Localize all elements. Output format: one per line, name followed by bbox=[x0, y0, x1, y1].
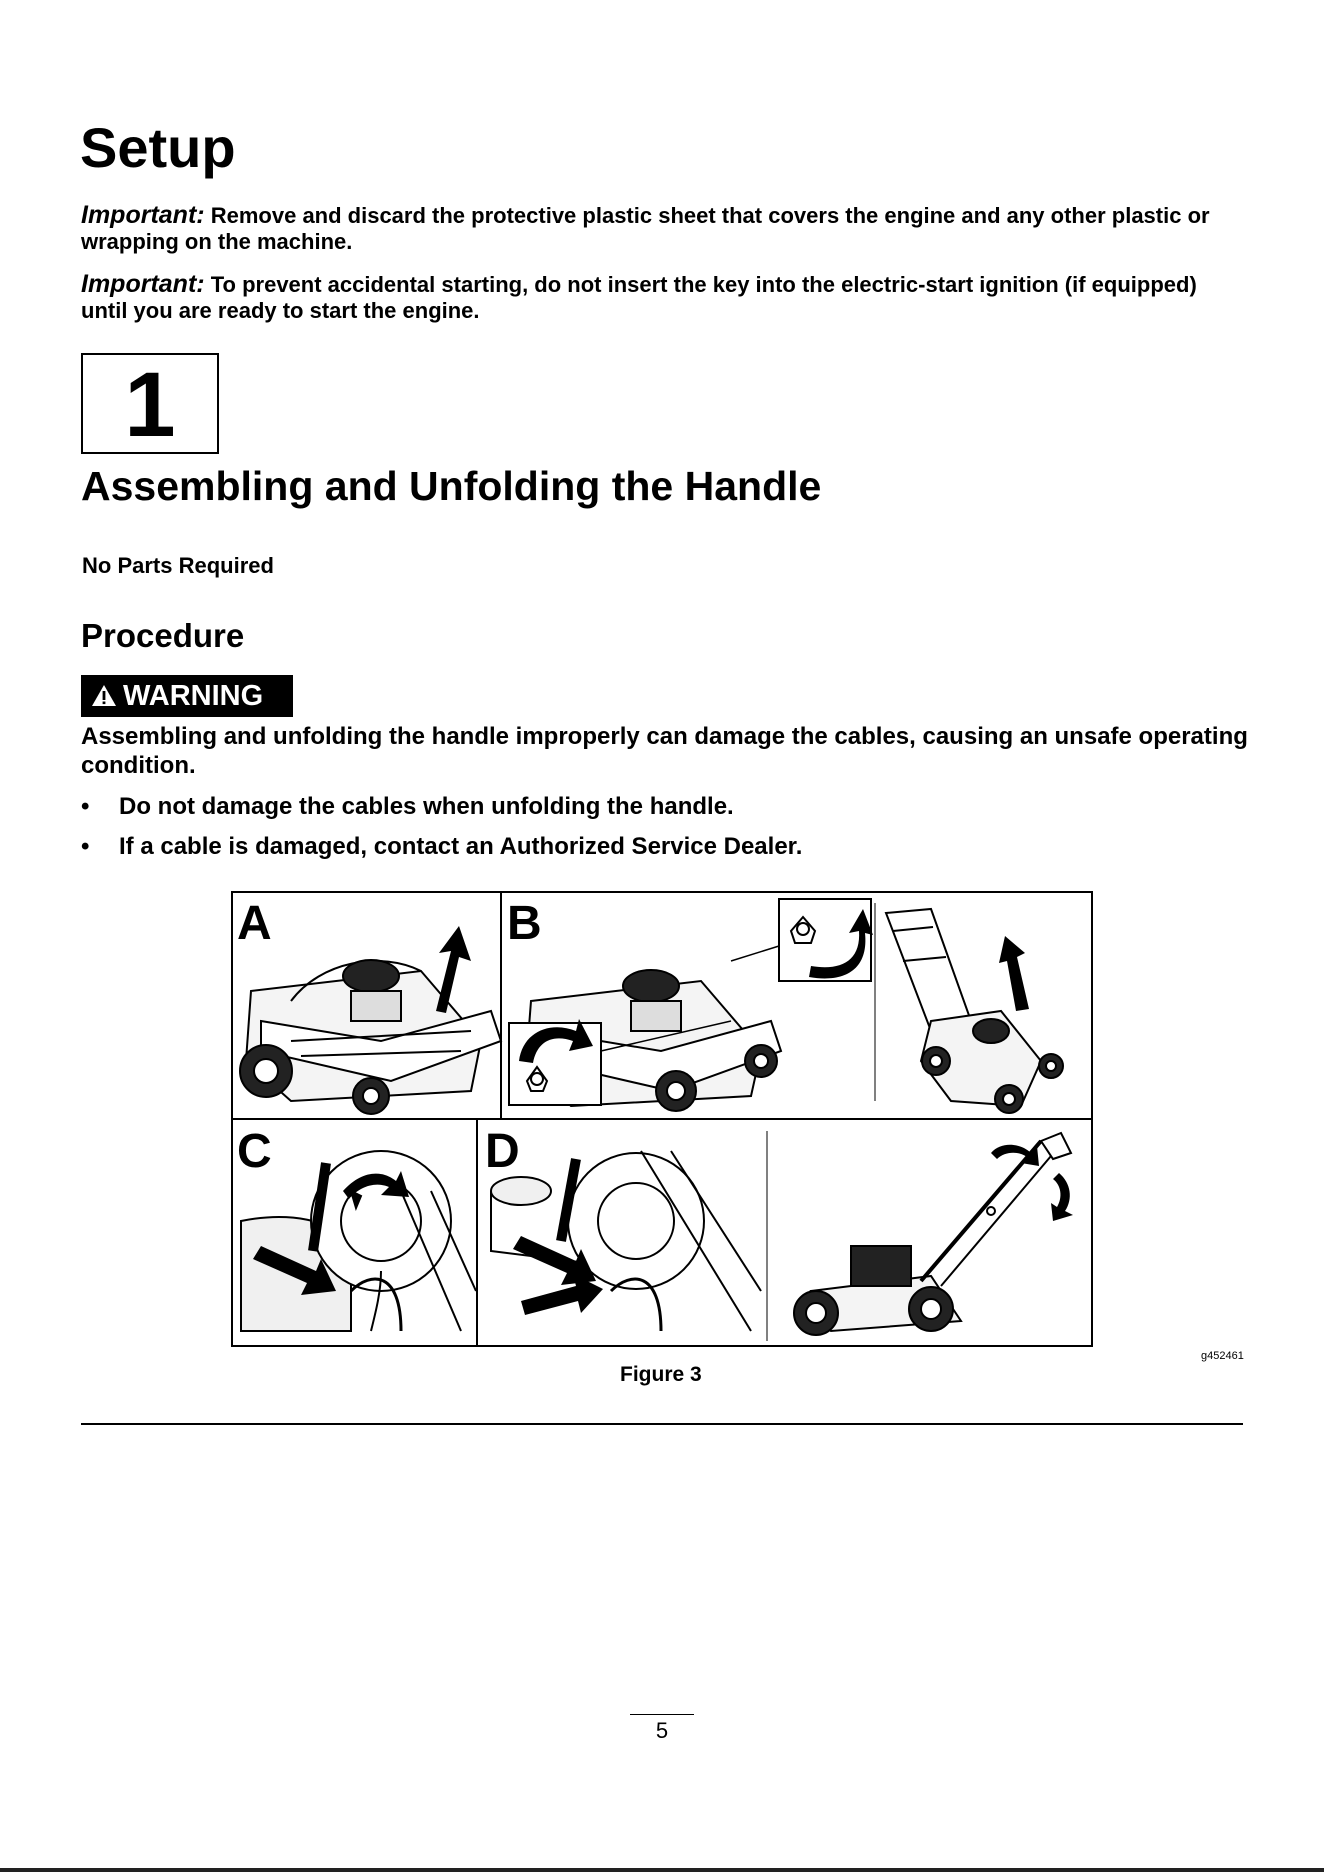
bullet-glyph: • bbox=[81, 833, 90, 860]
bullet-glyph: • bbox=[81, 793, 90, 820]
step-number-box: 1 bbox=[81, 353, 219, 454]
important-text: To prevent accidental starting, do not insert the key into the electric-start ignition (if equipped) until you are ready to start the engine. bbox=[81, 272, 1197, 323]
figure-caption: Figure 3 bbox=[620, 1363, 702, 1386]
bullet-text: If a cable is damaged, contact an Authorized Service Dealer. bbox=[119, 833, 803, 860]
bullet-text: Do not damage the cables when unfolding the handle. bbox=[119, 793, 734, 820]
page-number-rule bbox=[630, 1714, 694, 1715]
figure-illustration bbox=[231, 891, 1093, 1347]
important-text: Remove and discard the protective plastic sheet that covers the engine and any other plastic or wrapping on the machine. bbox=[81, 203, 1210, 254]
panel-label-a: A bbox=[237, 897, 272, 950]
panel-label-c: C bbox=[237, 1125, 272, 1178]
important-note-2 bbox=[81, 271, 1241, 324]
list-item bbox=[81, 833, 802, 861]
panel-label-d: D bbox=[485, 1125, 520, 1178]
warning-label: WARNING bbox=[123, 680, 264, 712]
parts-required: No Parts Required bbox=[82, 553, 274, 578]
procedure-heading: Procedure bbox=[81, 617, 245, 654]
important-label: Important: bbox=[81, 270, 205, 298]
warning-banner bbox=[81, 675, 293, 717]
list-item bbox=[81, 793, 734, 821]
warning-triangle-icon bbox=[91, 684, 117, 707]
section-divider bbox=[81, 1423, 1243, 1425]
step-title: Assembling and Unfolding the Handle bbox=[81, 463, 822, 509]
panel-label-b: B bbox=[507, 897, 542, 950]
important-label: Important: bbox=[81, 201, 205, 229]
warning-text: Assembling and unfolding the handle improperly can damage the cables, causing an unsafe operating condition. bbox=[81, 723, 1248, 779]
figure-code: g452461 bbox=[1201, 1350, 1244, 1362]
page-number: 5 bbox=[655, 1718, 669, 1743]
important-note-1 bbox=[81, 202, 1241, 255]
page-title: Setup bbox=[80, 116, 236, 179]
bottom-edge-bar bbox=[0, 1868, 1324, 1872]
